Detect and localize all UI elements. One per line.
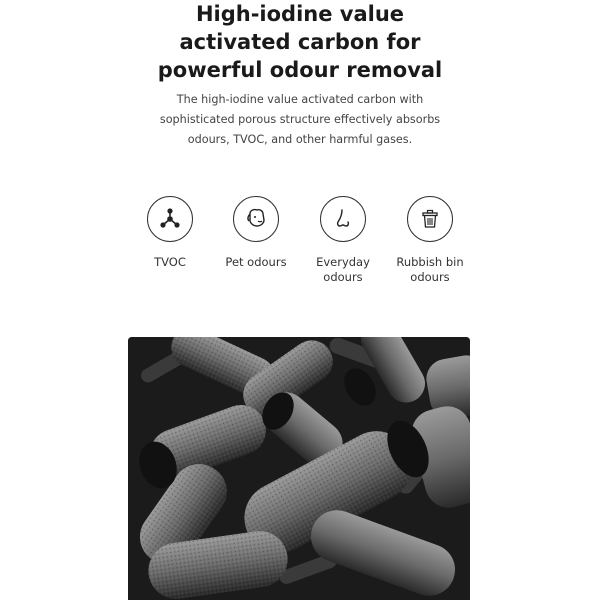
headline — [0, 0, 600, 84]
headline-line-2: activated carbon for — [179, 30, 421, 54]
description — [120, 90, 480, 150]
headline-line-1: High-iodine value — [195, 2, 405, 26]
description-line-3: odours, TVOC, and other harmful gases. — [187, 133, 413, 146]
activated-carbon-photo — [128, 337, 470, 600]
feature-label: Rubbish bin odours — [396, 255, 464, 284]
feature-rubbish-bin-odours — [385, 196, 475, 285]
activated-carbon-micrograph — [128, 337, 470, 600]
feature-everyday-odours — [298, 196, 388, 285]
feature-tvoc — [125, 196, 215, 270]
description-line-2: sophisticated porous structure effectively absorbs — [159, 113, 441, 126]
feature-pet-odours — [211, 196, 301, 270]
odour-features — [125, 196, 475, 296]
nose-icon — [320, 196, 366, 242]
dog-head-icon — [233, 196, 279, 242]
trash-bin-icon — [407, 196, 453, 242]
feature-label: TVOC — [154, 255, 186, 269]
feature-label: Everyday odours — [316, 255, 370, 284]
description-line-1: The high-iodine value activated carbon with — [176, 93, 424, 106]
feature-label: Pet odours — [225, 255, 287, 269]
headline-line-3: powerful odour removal — [157, 58, 443, 82]
molecule-icon — [147, 196, 193, 242]
